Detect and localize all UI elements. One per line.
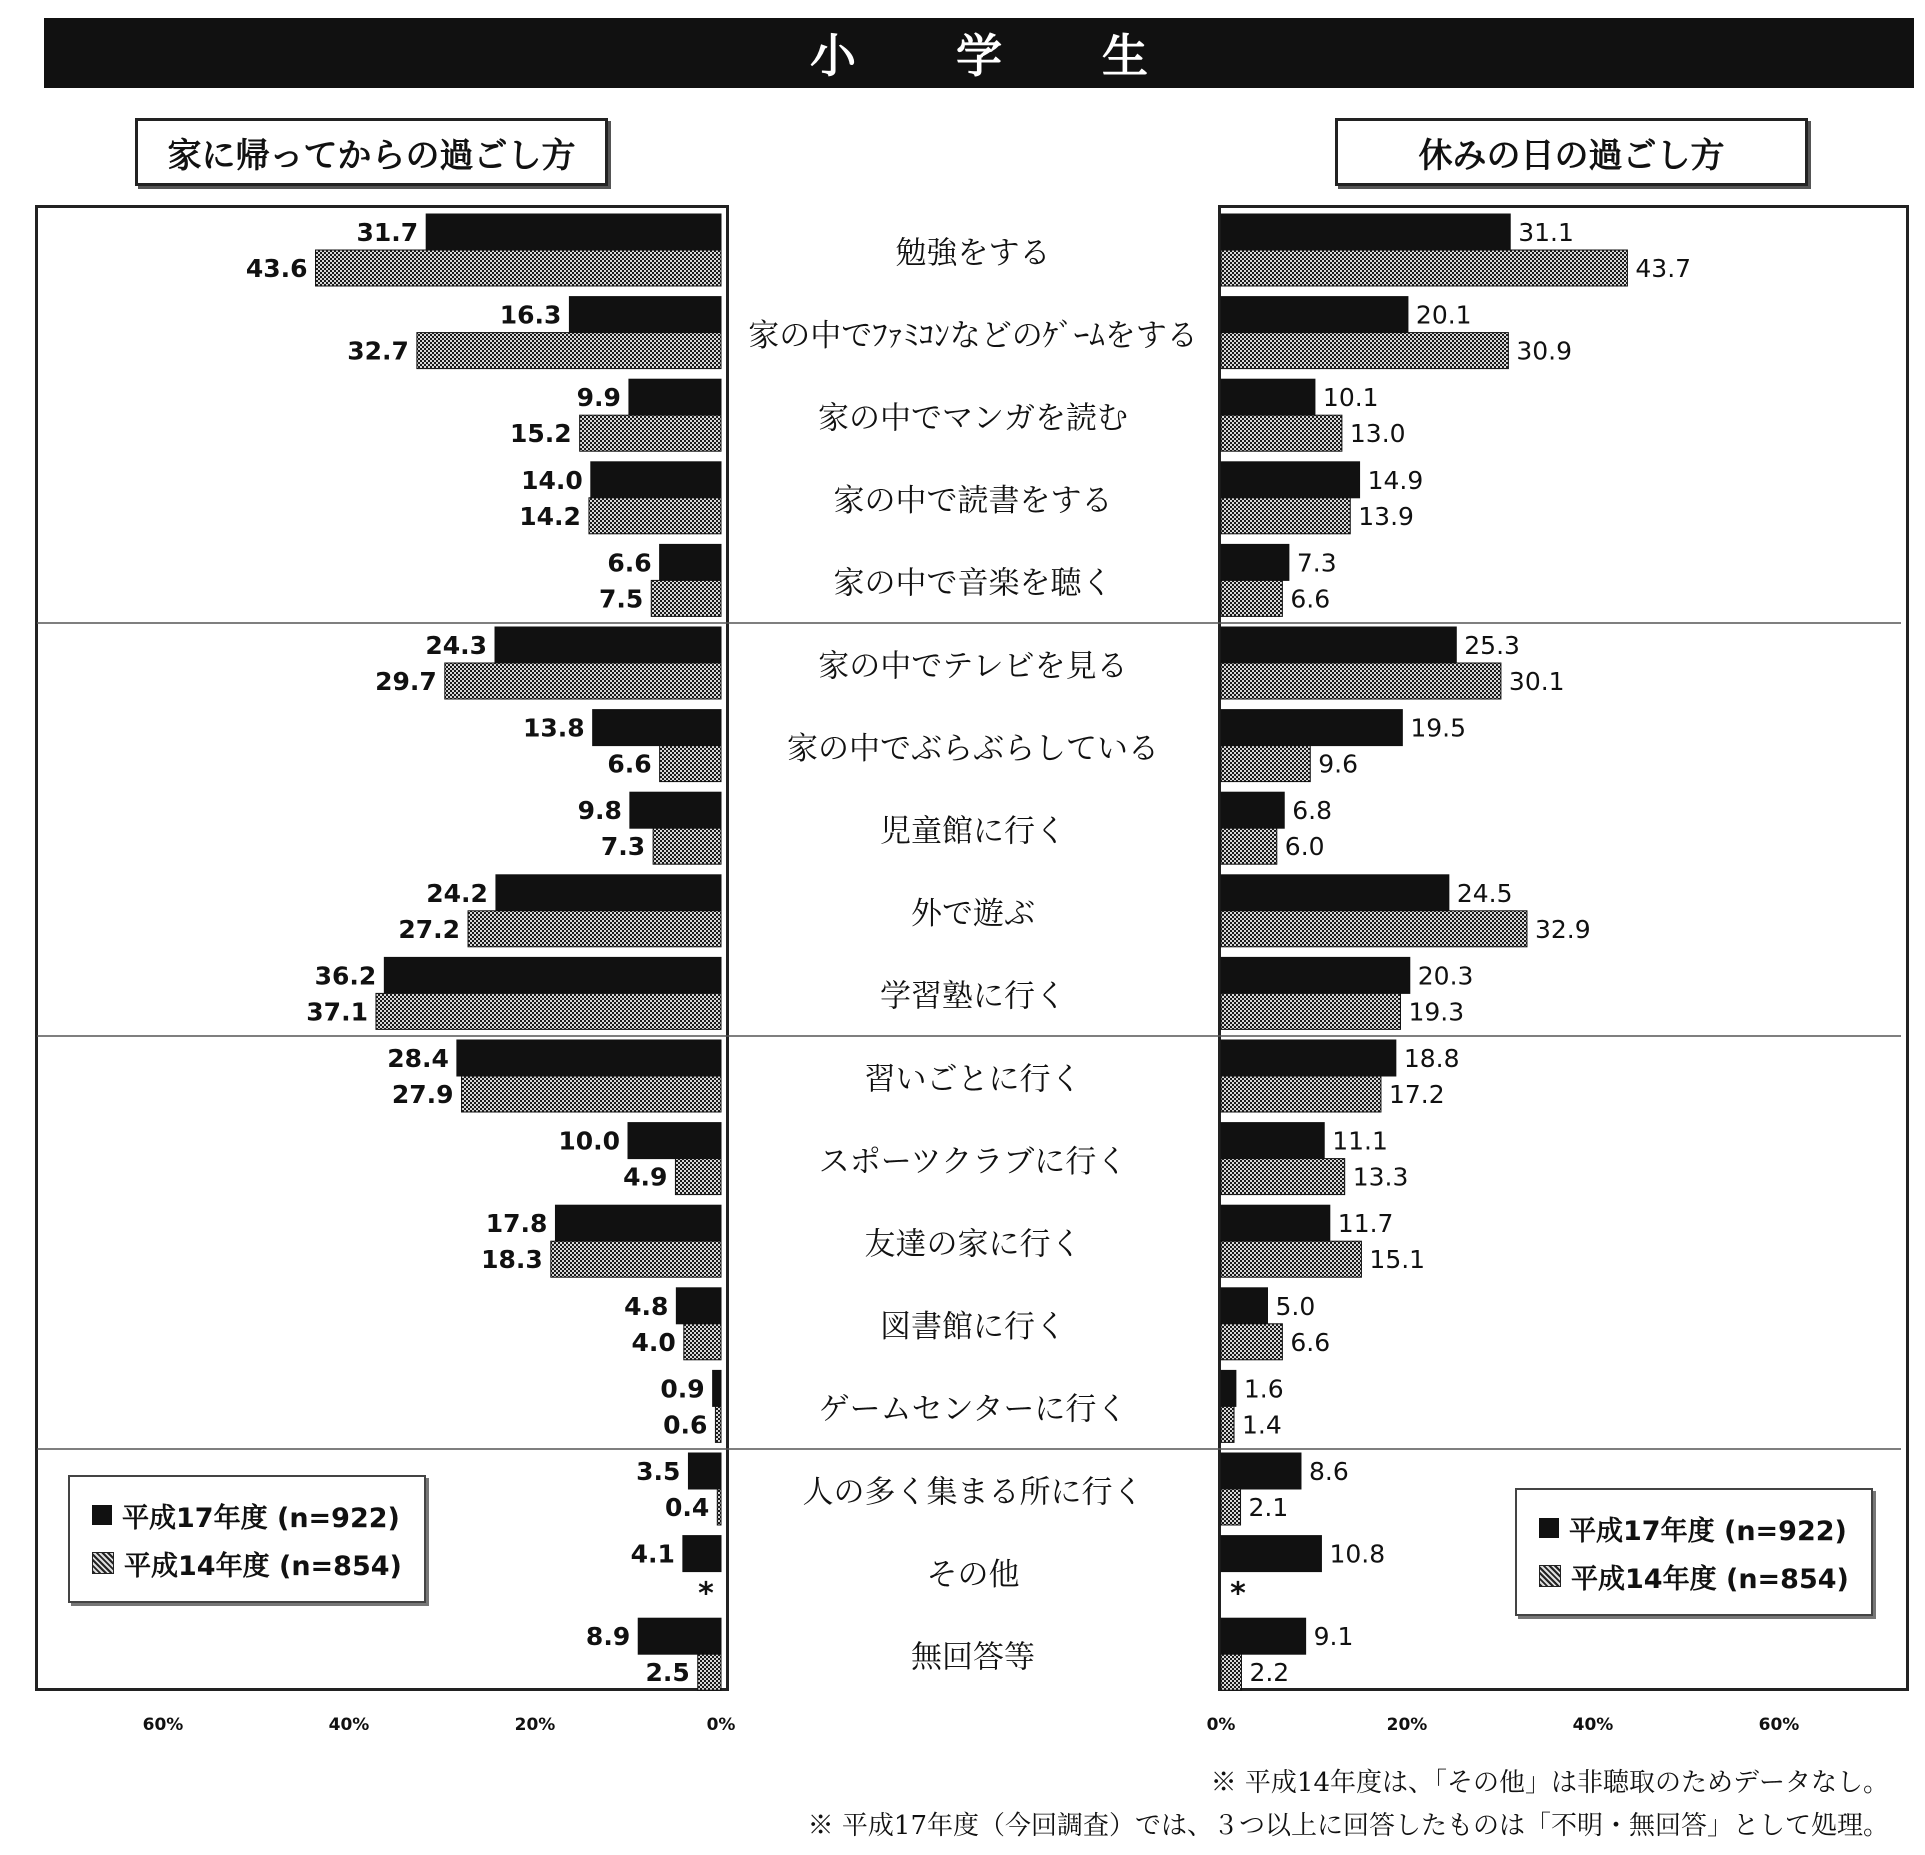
category-label: 家の中でマンガを読む: [818, 400, 1128, 437]
left-value-label: 18.3: [481, 1245, 543, 1275]
header-title: 小 学 生: [809, 29, 1191, 83]
right-bar: [1221, 498, 1350, 534]
category-label: 学習塾に行く: [880, 978, 1066, 1015]
right-bar: [1221, 710, 1402, 746]
right-value-label: 8.6: [1308, 1457, 1349, 1486]
right-value-label: 13.9: [1358, 501, 1414, 531]
left-value-label: 15.2: [509, 419, 572, 449]
left-section-title: 家に帰ってからの過ごし方: [135, 118, 608, 186]
left-bar: [316, 250, 721, 286]
left-value-label: 0.6: [663, 1410, 708, 1440]
left-bar: [445, 663, 721, 699]
left-legend-label-2005: 平成17年度 (n=922): [122, 1502, 400, 1534]
right-value-label: 1.4: [1242, 1410, 1282, 1440]
left-bar: [457, 1040, 721, 1076]
right-value-label: 11.1: [1332, 1126, 1388, 1156]
left-value-label: 3.5: [636, 1457, 681, 1486]
left-value-label: 28.4: [387, 1044, 449, 1073]
left-value-label: 7.3: [600, 832, 646, 862]
category-label: 勉強をする: [895, 235, 1051, 272]
left-axis-tick: 20%: [514, 1715, 556, 1735]
category-label: 友達の家に行く: [864, 1226, 1082, 1263]
right-value-label: 10.8: [1329, 1539, 1386, 1569]
right-bar: [1221, 297, 1408, 333]
category-label: 家の中で読書をする: [833, 483, 1113, 520]
left-value-label: 4.1: [630, 1539, 675, 1569]
right-value-label: 30.9: [1516, 336, 1573, 366]
left-bar: [426, 214, 721, 250]
left-value-label: 0.9: [660, 1374, 705, 1404]
left-bar: [651, 580, 721, 616]
right-bar: [1221, 1076, 1381, 1112]
left-bar: [675, 1159, 721, 1195]
right-bar: [1221, 1123, 1324, 1159]
left-value-label: 14.0: [521, 465, 583, 495]
footnote-2: ※ 平成17年度（今回調査）では、３つ以上に回答したものは「不明・無回答」として処理。: [807, 1811, 1889, 1841]
left-bar: [688, 1453, 721, 1489]
right-value-label: 30.1: [1508, 667, 1565, 696]
right-value-label: 24.5: [1456, 878, 1513, 908]
left-value-label: 27.2: [398, 914, 461, 944]
left-value-label: 9.9: [576, 383, 621, 413]
right-bar: [1221, 911, 1527, 947]
right-axis-tick: 0%: [1206, 1715, 1236, 1735]
left-value-label: 31.7: [356, 218, 419, 247]
left-value-label: 13.8: [522, 713, 585, 743]
right-value-label: 17.2: [1388, 1080, 1445, 1109]
right-value-label: 18.8: [1403, 1044, 1460, 1073]
left-bar: [591, 462, 721, 498]
left-value-label: 2.5: [645, 1658, 690, 1688]
right-bar: [1221, 214, 1510, 250]
right-value-label: 13.3: [1352, 1162, 1409, 1192]
right-bar: [1221, 1536, 1321, 1572]
left-bar: [496, 875, 721, 911]
left-bar: [660, 544, 721, 580]
right-bar: [1221, 462, 1360, 498]
solid-swatch-icon: [1539, 1518, 1559, 1538]
left-legend-item-2005: [92, 1491, 402, 1539]
right-bar: [1221, 1241, 1361, 1277]
right-axis-tick: 60%: [1758, 1715, 1800, 1735]
right-value-label: 31.1: [1518, 218, 1574, 247]
category-label: 習いごとに行く: [864, 1061, 1082, 1098]
right-bar: [1221, 1370, 1236, 1406]
left-bar: [462, 1076, 721, 1112]
category-label: 家の中で音楽を聴く: [833, 565, 1113, 602]
left-bar: [698, 1654, 721, 1690]
right-value-label: 9.1: [1313, 1622, 1354, 1652]
left-value-label: 14.2: [519, 501, 581, 531]
left-value-label: 6.6: [607, 548, 652, 578]
left-bar: [628, 1123, 721, 1159]
right-value-label: 20.1: [1415, 300, 1472, 330]
right-bar: [1221, 1489, 1241, 1525]
right-value-label: 15.1: [1369, 1245, 1426, 1275]
left-value-label: 27.9: [391, 1080, 454, 1109]
left-value-label: 43.6: [245, 254, 308, 283]
category-label: 児童館に行く: [880, 813, 1066, 850]
left-bar: [589, 498, 721, 534]
right-value-label: 20.3: [1417, 961, 1474, 991]
left-value-label: 37.1: [306, 997, 368, 1027]
right-bar: [1221, 1618, 1306, 1654]
right-value-label: 7.3: [1296, 548, 1337, 578]
left-value-label: 9.8: [577, 796, 622, 826]
right-value-label: 14.9: [1367, 465, 1424, 495]
left-bar: [593, 710, 721, 746]
left-bar: [551, 1241, 721, 1277]
right-value-label: 6.0: [1284, 832, 1325, 862]
right-axis-tick: 20%: [1386, 1715, 1428, 1735]
left-value-label: 10.0: [558, 1126, 620, 1156]
left-legend: [68, 1475, 426, 1603]
right-legend: [1515, 1488, 1873, 1616]
right-value-label: 5.0: [1275, 1291, 1316, 1321]
left-missing-marker: *: [698, 1576, 714, 1612]
right-bar: [1221, 1406, 1234, 1442]
right-legend-label-2005: 平成17年度 (n=922): [1569, 1515, 1847, 1547]
right-bar: [1221, 993, 1400, 1029]
left-value-label: 24.2: [426, 878, 488, 908]
left-bar: [569, 297, 721, 333]
category-label: スポーツクラブに行く: [818, 1143, 1128, 1180]
right-value-label: 6.6: [1290, 1327, 1331, 1357]
left-legend-label-2002: 平成14年度 (n=854): [124, 1550, 402, 1582]
right-section-title: 休みの日の過ごし方: [1335, 118, 1808, 186]
right-bar: [1221, 379, 1315, 415]
right-value-label: 25.3: [1464, 631, 1520, 660]
left-legend-item-2002: [92, 1539, 402, 1587]
right-value-label: 9.6: [1318, 749, 1359, 779]
right-missing-marker: *: [1230, 1576, 1246, 1612]
left-value-label: 17.8: [485, 1209, 548, 1239]
left-bar: [376, 993, 721, 1029]
right-value-label: 10.1: [1322, 383, 1379, 413]
left-bar: [630, 792, 721, 828]
category-label: 家の中でﾌｧﾐｺﾝなどのｹﾞｰﾑをする: [748, 317, 1198, 354]
right-bar: [1221, 580, 1282, 616]
right-value-label: 6.6: [1290, 584, 1331, 614]
left-value-label: 7.5: [598, 584, 644, 614]
right-bar: [1221, 333, 1508, 369]
left-value-label: 32.7: [347, 336, 409, 366]
right-value-label: 1.6: [1243, 1374, 1284, 1404]
solid-swatch-icon: [92, 1505, 112, 1525]
right-bar: [1221, 415, 1342, 451]
right-value-label: 2.2: [1249, 1658, 1290, 1688]
right-bar: [1221, 746, 1310, 782]
left-bar: [638, 1618, 721, 1654]
left-bar: [629, 379, 721, 415]
right-legend-item-2002: [1539, 1552, 1849, 1600]
category-label: ゲームセンターに行く: [818, 1391, 1128, 1428]
right-bar: [1221, 875, 1449, 911]
left-bar: [717, 1489, 721, 1525]
right-value-label: 2.1: [1248, 1493, 1289, 1522]
right-bar: [1221, 1288, 1268, 1324]
right-bar: [1221, 1324, 1282, 1360]
right-legend-item-2005: [1539, 1504, 1849, 1552]
left-value-label: 0.4: [664, 1493, 710, 1522]
right-legend-label-2002: 平成14年度 (n=854): [1571, 1563, 1849, 1595]
left-bar: [384, 957, 721, 993]
category-label: 家の中でテレビを見る: [818, 648, 1128, 685]
right-bar: [1221, 792, 1284, 828]
category-label: 人の多く集まる所に行く: [802, 1474, 1144, 1511]
right-bar: [1221, 663, 1501, 699]
category-label: 図書館に行く: [880, 1309, 1066, 1346]
right-value-label: 13.0: [1349, 419, 1406, 449]
right-value-label: 19.3: [1408, 997, 1465, 1027]
right-axis-tick: 40%: [1572, 1715, 1614, 1735]
left-value-label: 4.8: [624, 1291, 669, 1321]
left-axis-tick: 40%: [328, 1715, 370, 1735]
right-bar: [1221, 1453, 1301, 1489]
left-value-label: 4.0: [631, 1327, 676, 1357]
left-bar: [713, 1370, 721, 1406]
left-bar: [683, 1536, 721, 1572]
left-value-label: 6.6: [607, 749, 652, 779]
right-value-label: 32.9: [1534, 914, 1591, 944]
hatched-swatch-icon: [92, 1552, 114, 1574]
category-label: その他: [926, 1556, 1020, 1593]
left-value-label: 29.7: [375, 667, 437, 696]
left-value-label: 8.9: [585, 1622, 631, 1652]
left-value-label: 24.3: [425, 631, 488, 660]
left-axis-tick: 60%: [142, 1715, 184, 1735]
right-bar: [1221, 1159, 1345, 1195]
left-bar: [684, 1324, 721, 1360]
category-label: 家の中でぶらぶらしている: [787, 730, 1159, 767]
right-bar: [1221, 627, 1456, 663]
left-bar: [417, 333, 721, 369]
left-value-label: 16.3: [499, 300, 562, 330]
right-bar: [1221, 1205, 1330, 1241]
right-value-label: 6.8: [1292, 796, 1333, 826]
left-bar: [555, 1205, 721, 1241]
left-bar: [715, 1406, 721, 1442]
left-axis-tick: 0%: [706, 1715, 736, 1735]
right-bar: [1221, 1040, 1396, 1076]
right-bar: [1221, 828, 1277, 864]
right-bar: [1221, 250, 1627, 286]
left-bar: [468, 911, 721, 947]
right-bar: [1221, 957, 1410, 993]
right-bar: [1221, 1654, 1241, 1690]
left-value-label: 4.9: [623, 1162, 668, 1192]
right-value-label: 43.7: [1635, 254, 1692, 283]
left-bar: [653, 828, 721, 864]
footnote-1: ※ 平成14年度は、「その他」は非聴取のためデータなし。: [1210, 1768, 1889, 1798]
right-bar: [1221, 544, 1289, 580]
left-bar: [676, 1288, 721, 1324]
category-label: 外で遊ぶ: [911, 896, 1035, 933]
category-label: 無回答等: [911, 1639, 1035, 1676]
left-bar: [495, 627, 721, 663]
right-value-label: 11.7: [1337, 1209, 1394, 1239]
left-bar: [660, 746, 721, 782]
left-value-label: 36.2: [314, 961, 377, 991]
hatched-swatch-icon: [1539, 1565, 1561, 1587]
left-bar: [580, 415, 721, 451]
right-value-label: 19.5: [1410, 713, 1467, 743]
